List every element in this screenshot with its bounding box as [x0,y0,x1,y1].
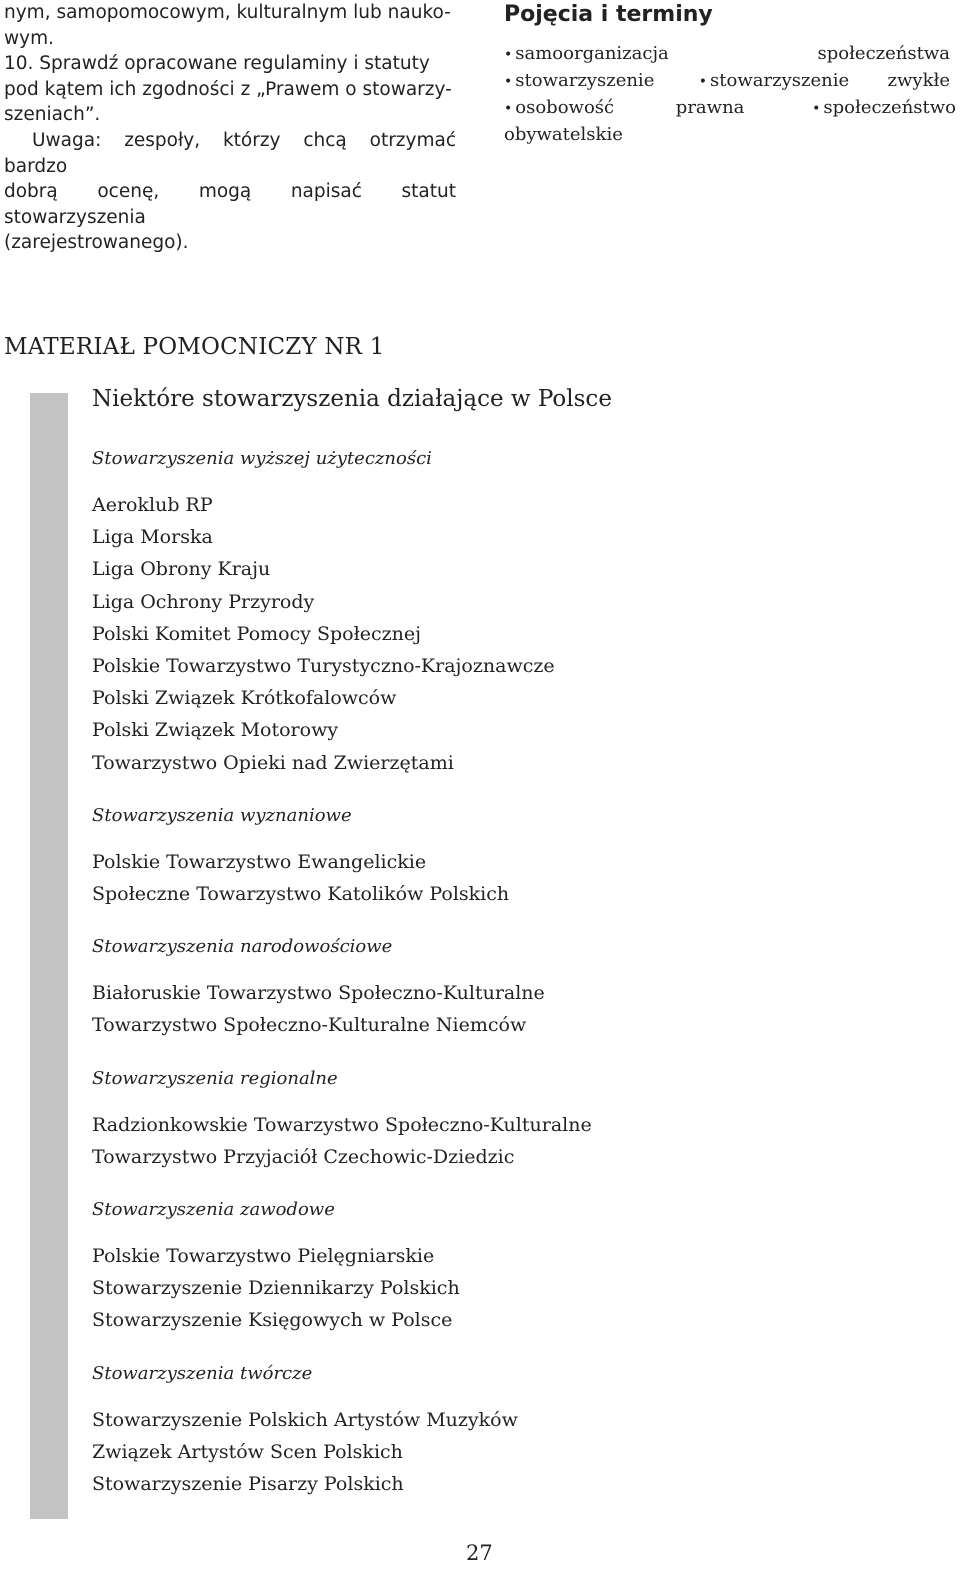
list-item: Towarzystwo Opieki nad Zwierzętami [92,751,454,774]
text-line: 10. Sprawdź opracowane regulaminy i statuty [4,53,430,75]
list-item: Białoruskie Towarzystwo Społeczno-Kulturalne [92,982,545,1005]
page-number: 27 [466,1541,493,1565]
list-item: Aeroklub RP [92,494,213,516]
list-item: Towarzystwo Przyjaciół Czechowic-Dziedzic [92,1145,515,1168]
section-wyznaniowe [92,805,932,910]
list-item: Liga Ochrony Przyrody [92,590,315,613]
text-line: szeniach”. [4,104,101,126]
section-title: Stowarzyszenia twórcze [92,1362,313,1384]
concept-term-label: stowarzyszenie [515,70,655,91]
section-tworcze [92,1363,932,1501]
section-title: Stowarzyszenia wyznaniowe [92,804,352,826]
concepts-terms [504,41,956,147]
section-narodowosciowe [92,936,932,1041]
concept-term-label: społeczeństwo obywatelskie [504,97,956,145]
text-line: pod kątem ich zgodności z „Prawem o stowarzy- [4,78,452,100]
list-item: Polski Komitet Pomocy Społecznej [92,622,422,645]
section-wyzszej-uzytecznosci [92,448,932,779]
concepts-box [504,0,956,147]
text-line: (zarejestrowanego). [4,232,189,254]
material-box [92,386,932,1526]
section-title: Stowarzyszenia zawodowe [92,1199,335,1221]
concept-term [504,97,744,118]
material-heading: MATERIAŁ POMOCNICZY NR 1 [4,334,385,360]
concept-term [504,43,950,64]
list-item: Stowarzyszenie Dziennikarzy Polskich [92,1277,460,1300]
text-line: Uwaga: zespoły, którzy chcą otrzymać bardzo [4,129,456,177]
section-title: Stowarzyszenia wyższej użyteczności [92,448,432,469]
text-line: dobrą ocenę, mogą napisać statut stowarzyszenia [4,181,456,228]
section-regionalne [92,1068,932,1173]
concept-term-label: samoorganizacja społeczeństwa [515,43,950,64]
list-item: Polski Związek Motorowy [92,719,339,742]
section-title: Stowarzyszenia narodowościowe [92,936,393,958]
list-item: Społeczne Towarzystwo Katolików Polskich [92,883,510,906]
list-item: Radzionkowskie Towarzystwo Społeczno-Kulturalne [92,1113,592,1136]
box-title: Niektóre stowarzyszenia działające w Polsce [92,386,612,412]
list-item: Stowarzyszenie Pisarzy Polskich [92,1473,404,1496]
list-item: Polskie Towarzystwo Turystyczno-Krajoznawcze [92,655,555,678]
list-item: Polskie Towarzystwo Ewangelickie [92,850,427,873]
list-item: Stowarzyszenie Polskich Artystów Muzyków [92,1408,518,1431]
text-line: wym. [4,27,54,49]
list-item: Polskie Towarzystwo Pielęgniarskie [92,1245,435,1268]
left-column-text [4,0,456,256]
section-zawodowe [92,1199,932,1337]
list-item: Polski Związek Krótkofalowców [92,687,397,710]
concept-term-label: stowarzyszenie zwykłe [710,70,950,91]
section-title: Stowarzyszenia regionalne [92,1067,338,1089]
bullet-icon: • [504,47,513,63]
concept-term [699,70,950,91]
list-item: Liga Obrony Kraju [92,558,271,581]
bullet-icon: • [812,101,821,117]
bullet-icon: • [504,74,513,90]
list-item: Stowarzyszenie Księgowych w Polsce [92,1309,453,1332]
list-item: Towarzystwo Społeczno-Kulturalne Niemców [92,1014,527,1037]
side-bar-decoration [30,393,68,1519]
bullet-icon: • [698,74,708,90]
list-item: Związek Artystów Scen Polskich [92,1440,403,1463]
list-item: Liga Morska [92,526,213,549]
concept-term [504,70,654,91]
concepts-title: Pojęcia i terminy [504,2,713,27]
text-line: nym, samopomocowym, kulturalnym lub nauko- [4,2,451,23]
concept-term-label: osobowość prawna [515,97,745,118]
bullet-icon: • [504,101,513,117]
